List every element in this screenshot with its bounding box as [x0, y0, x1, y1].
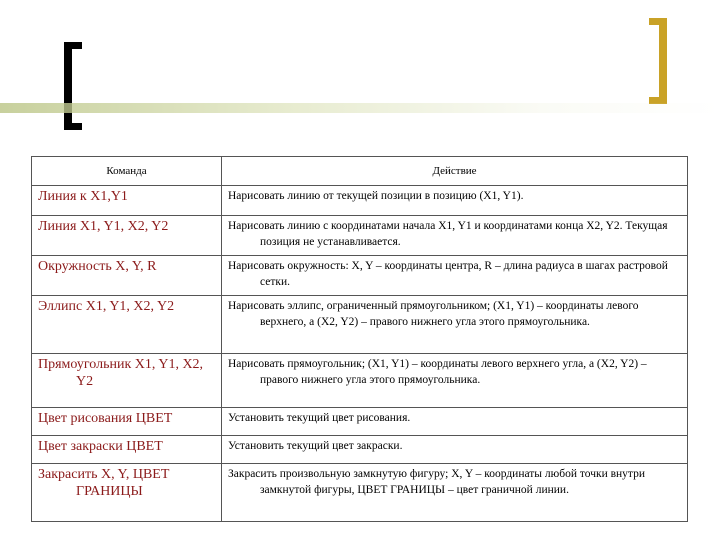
right-bracket-top	[649, 18, 667, 25]
left-bracket-bottom	[64, 123, 82, 130]
commands-table	[31, 156, 688, 522]
left-bracket-decoration	[64, 42, 72, 130]
command-cell: Линия к X1,Y1	[32, 186, 222, 216]
table-header-row	[32, 157, 688, 186]
table-row	[32, 296, 688, 354]
command-cell: Цвет закраски ЦВЕТ	[32, 436, 222, 464]
action-text: Нарисовать линию от текущей позиции в позицию (X1, Y1).	[228, 190, 524, 202]
action-cell	[222, 354, 688, 408]
action-cell	[222, 256, 688, 296]
table-row	[32, 256, 688, 296]
action-text: Нарисовать эллипс, ограниченный прямоугольником; (X1, Y1) – координаты левого верхнего, а (X2, Y2) – правого нижнего угла этого прямоугольника.	[228, 300, 639, 328]
olive-divider-line	[0, 103, 720, 113]
table-row	[32, 354, 688, 408]
action-text: Нарисовать линию с координатами начала X1, Y1 и координатами конца X2, Y2. Текущая позиция не устанавливается.	[228, 220, 668, 248]
header-action: Действие	[222, 157, 688, 186]
right-bracket-decoration	[659, 18, 667, 104]
command-cell: Окружность X, Y, R	[32, 256, 222, 296]
command-cell	[32, 354, 222, 408]
action-cell	[222, 216, 688, 256]
command-cell: Линия X1, Y1, X2, Y2	[32, 216, 222, 256]
action-text: Нарисовать прямоугольник; (X1, Y1) – координаты левого верхнего угла, а (X2, Y2) – правого нижнего угла этого прямоугольника.	[228, 358, 647, 386]
table-row	[32, 186, 688, 216]
action-cell	[222, 408, 688, 436]
action-text: Закрасить произвольную замкнутую фигуру; X, Y – координаты любой точки внутри замкнутой фигуры, ЦВЕТ ГРАНИЦЫ – цвет граничной линии.	[228, 468, 646, 496]
action-cell	[222, 436, 688, 464]
command-text: Закрасить X, Y, ЦВЕТ ГРАНИЦЫ	[38, 467, 170, 499]
command-cell: Цвет рисования ЦВЕТ	[32, 408, 222, 436]
table-row	[32, 216, 688, 256]
left-bracket-top	[64, 42, 82, 49]
command-cell	[32, 464, 222, 522]
table-row	[32, 464, 688, 522]
table-row	[32, 408, 688, 436]
table-row	[32, 436, 688, 464]
command-text: Прямоугольник X1, Y1, X2, Y2	[38, 357, 204, 389]
header-command: Команда	[32, 157, 222, 186]
action-cell	[222, 464, 688, 522]
action-cell	[222, 296, 688, 354]
action-cell	[222, 186, 688, 216]
action-text: Установить текущий цвет закраски.	[228, 440, 403, 452]
action-text: Нарисовать окружность: X, Y – координаты центра, R – длина радиуса в шагах растровой сетки.	[228, 260, 668, 288]
command-cell: Эллипс X1, Y1, X2, Y2	[32, 296, 222, 354]
action-text: Установить текущий цвет рисования.	[228, 412, 411, 424]
